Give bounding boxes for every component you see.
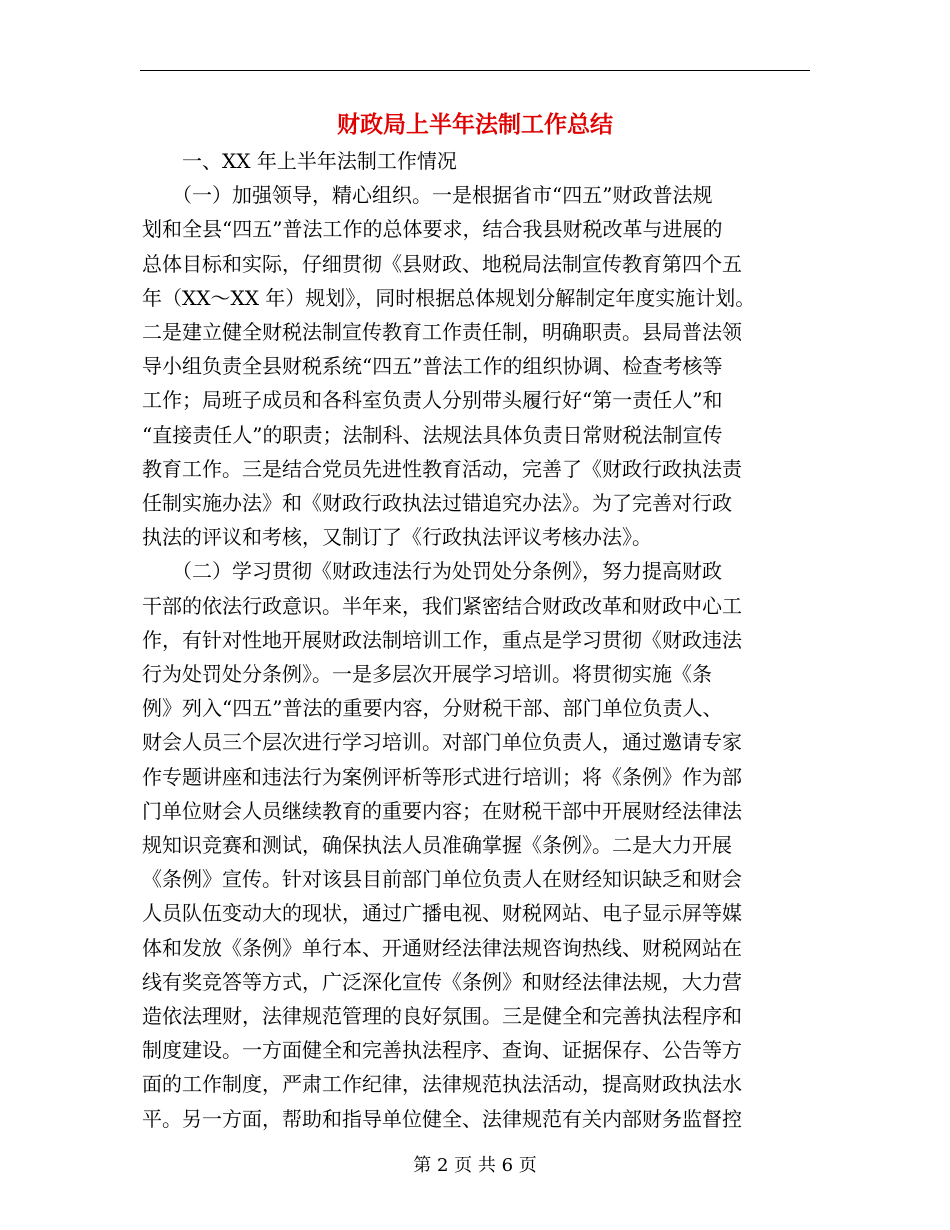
text-line: 规知识竞赛和测试，确保执法人员准确掌握《条例》。二是大力开展 xyxy=(142,833,732,857)
text-line: 例》列入“四五”普法的重要内容，分财税干部、部门单位负责人、 xyxy=(142,696,723,721)
text-line: 制度建设。一方面健全和完善执法程序、查询、证据保存、公告等方 xyxy=(142,1038,742,1063)
text-line: 财会人员三个层次进行学习培训。对部门单位负责人，通过邀请专家 xyxy=(142,730,742,755)
text-line: 任制实施办法》和《财政行政执法过错追究办法》。为了完善对行政 xyxy=(142,491,732,515)
text-line: 人员队伍变动大的现状，通过广播电视、财税网站、电子显示屏等媒 xyxy=(142,901,742,926)
text-line: 作，有针对性地开展财政法制培训工作，重点是学习贯彻《财政违法 xyxy=(142,627,742,652)
text-line: “直接责任人”的职责；法制科、法规法具体负责日常财税法制宣传 xyxy=(142,422,723,447)
text-line: 体和发放《条例》单行本、开通财经法律法规咨询热线、财税网站在 xyxy=(142,935,742,960)
text-line: 导小组负责全县财税系统“四五”普法工作的组织协调、检查考核等 xyxy=(142,354,723,379)
header-rule xyxy=(140,70,810,71)
text-line: 教育工作。三是结合党员先进性教育活动，完善了《财政行政执法责 xyxy=(142,456,742,481)
text-line: 划和全县“四五”普法工作的总体要求，结合我县财税改革与进展的 xyxy=(142,217,723,242)
text-line: 一、XX 年上半年法制工作情况 xyxy=(142,149,457,173)
text-line: （二）学习贯彻《财政违法行为处罚处分条例》，努力提高财政 xyxy=(142,559,722,584)
text-line: 线有奖竞答等方式，广泛深化宣传《条例》和财经法律法规，大力营 xyxy=(142,969,742,994)
text-line: 工作；局班子成员和各科室负责人分别带头履行好“第一责任人”和 xyxy=(142,388,723,413)
text-line: 平。另一方面，帮助和指导单位健全、法律规范有关内部财务监督控 xyxy=(142,1106,742,1131)
text-line: 门单位财会人员继续教育的重要内容；在财税干部中开展财经法律法 xyxy=(142,798,742,823)
document-title: 财政局上半年法制工作总结 xyxy=(337,111,613,138)
text-line: 行为处罚处分条例》。一是多层次开展学习培训。将贯彻实施《条 xyxy=(142,662,712,686)
text-line: 执法的评议和考核，又制订了《行政执法评议考核办法》。 xyxy=(142,525,652,550)
text-line: 作专题讲座和违法行为案例评析等形式进行培训；将《条例》作为部 xyxy=(142,764,742,789)
text-line: 年（XX～XX 年）规划》，同时根据总体规划分解制定年度实施计划。 xyxy=(142,285,756,310)
text-line: 干部的依法行政意识。半年来，我们紧密结合财政改革和财政中心工 xyxy=(142,593,742,618)
page-number: 第 2 页 共 6 页 xyxy=(413,1155,537,1176)
text-line: （一）加强领导，精心组织。一是根据省市“四五”财政普法规 xyxy=(142,183,713,208)
text-line: 《条例》宣传。针对该县目前部门单位负责人在财经知识缺乏和财会 xyxy=(142,867,742,892)
text-line: 造依法理财，法律规范管理的良好氛围。三是健全和完善执法程序和 xyxy=(142,1004,742,1028)
text-line: 二是建立健全财税法制宣传教育工作责任制，明确职责。县局普法领 xyxy=(142,320,742,344)
text-line: 面的工作制度，严肃工作纪律，法律规范执法活动，提高财政执法水 xyxy=(142,1072,742,1097)
text-line: 总体目标和实际，仔细贯彻《县财政、地税局法制宣传教育第四个五 xyxy=(142,251,742,276)
